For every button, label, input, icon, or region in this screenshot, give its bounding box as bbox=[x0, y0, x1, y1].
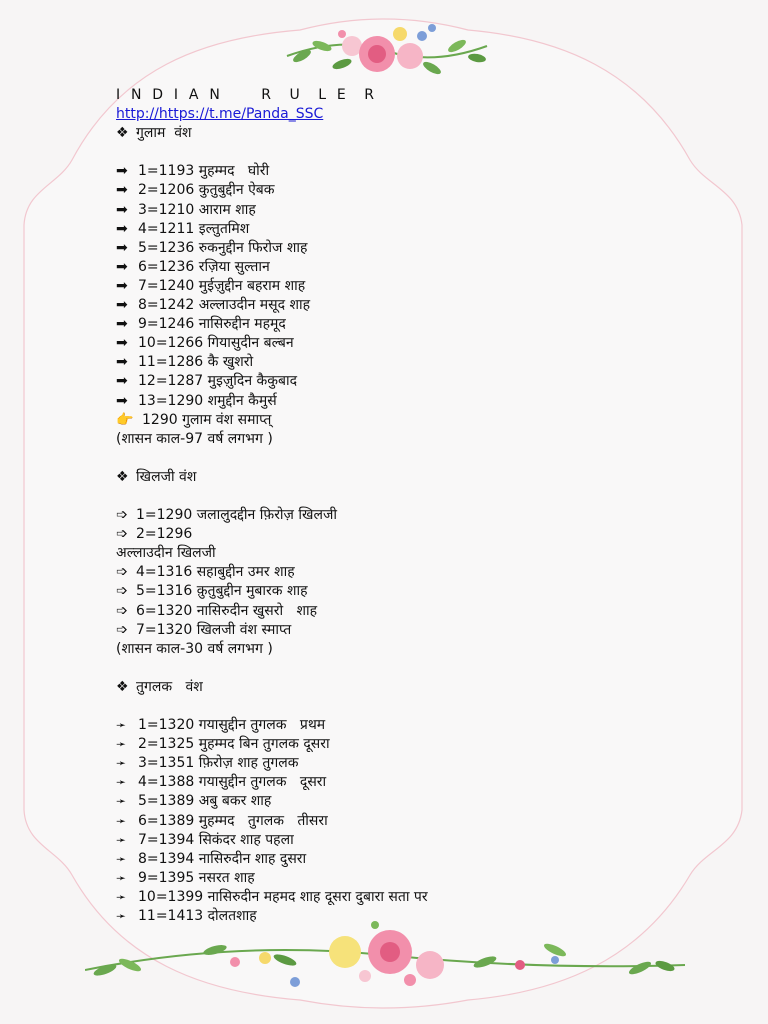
khilji-ruler-list-continued bbox=[116, 563, 716, 639]
thin-arrow-icon: ➛ bbox=[116, 718, 127, 733]
right-arrow-icon: ➡ bbox=[116, 163, 128, 180]
list-item bbox=[116, 525, 716, 544]
right-arrow-icon: ➡ bbox=[116, 392, 128, 409]
list-item bbox=[116, 162, 716, 181]
list-item bbox=[116, 850, 716, 869]
list-item-text: 10=1399 नासिरुदीन महमद शाह दूसरा दुबारा सता पर bbox=[138, 888, 428, 905]
list-item-text: 11=1286 कै खुशरो bbox=[138, 354, 254, 371]
list-item bbox=[116, 563, 716, 582]
list-item-text: 12=1287 मुइज़ुदिन कैकुबाद bbox=[138, 373, 298, 390]
diamond-bullet-icon: ❖ bbox=[116, 468, 129, 485]
outline-arrow-icon: ➩ bbox=[116, 564, 128, 581]
gulam-ruler-list bbox=[116, 162, 716, 410]
diamond-bullet-icon: ❖ bbox=[116, 678, 129, 695]
right-arrow-icon: ➡ bbox=[116, 354, 128, 371]
thin-arrow-icon: ➛ bbox=[116, 870, 127, 885]
tughlaq-ruler-list bbox=[116, 716, 716, 926]
thin-arrow-icon: ➛ bbox=[116, 813, 127, 828]
khilji-ruler-list bbox=[116, 506, 716, 544]
list-item-text: 7=1240 मुईज़ुद्दीन बहराम शाह bbox=[138, 277, 306, 294]
section-heading-khilji: ❖ खिलजी वंश bbox=[116, 468, 716, 487]
telegram-link[interactable]: http://https://t.me/Panda_SSC bbox=[116, 106, 324, 123]
outline-arrow-icon: ➩ bbox=[116, 583, 128, 600]
right-arrow-icon: ➡ bbox=[116, 201, 128, 218]
gulam-period: (शासन काल-97 वर्ष लगभग ) bbox=[116, 430, 273, 447]
list-item-text: 6=1236 रज़िया सुल्तान bbox=[138, 258, 270, 275]
pointing-hand-icon: 👉 bbox=[116, 411, 134, 428]
list-item-text: 11=1413 दोलतशाह bbox=[138, 908, 257, 925]
right-arrow-icon: ➡ bbox=[116, 373, 128, 390]
list-item bbox=[116, 773, 716, 792]
floral-ornament-top bbox=[282, 16, 492, 88]
list-item bbox=[116, 506, 716, 525]
list-item bbox=[116, 315, 716, 334]
list-item-text: 13=1290 शमुद्दीन कैमुर्स bbox=[138, 392, 277, 409]
list-item bbox=[116, 812, 716, 831]
right-arrow-icon: ➡ bbox=[116, 182, 128, 199]
outline-arrow-icon: ➩ bbox=[116, 602, 128, 619]
list-item bbox=[116, 831, 716, 850]
list-item bbox=[116, 334, 716, 353]
list-item-text: 6=1320 नासिरुदीन खुसरो शाह bbox=[136, 602, 318, 619]
thin-arrow-icon: ➛ bbox=[116, 756, 127, 771]
outline-arrow-icon: ➩ bbox=[116, 621, 128, 638]
list-item bbox=[116, 220, 716, 239]
list-item-text: 1=1193 मुहम्मद घोरी bbox=[138, 163, 270, 180]
list-item bbox=[116, 869, 716, 888]
list-item bbox=[116, 582, 716, 601]
list-item bbox=[116, 754, 716, 773]
document-body bbox=[116, 86, 716, 926]
right-arrow-icon: ➡ bbox=[116, 258, 128, 275]
diamond-bullet-icon: ❖ bbox=[116, 125, 129, 142]
list-item bbox=[116, 181, 716, 200]
list-item bbox=[116, 907, 716, 926]
thin-arrow-icon: ➛ bbox=[116, 909, 127, 924]
list-item bbox=[116, 792, 716, 811]
thin-arrow-icon: ➛ bbox=[116, 832, 127, 847]
section-heading-gulam: ❖ गुलाम वंश bbox=[116, 124, 716, 143]
list-item bbox=[116, 201, 716, 220]
list-item-text: 4=1388 गयासुद्दीन तुगलक दूसरा bbox=[138, 774, 327, 791]
gulam-end-note: 👉 1290 गुलाम वंश समाप्त् bbox=[116, 411, 716, 430]
list-item-text: 10=1266 गियासुदीन बल्बन bbox=[138, 335, 294, 352]
section-heading-tughlaq: ❖ तुगलक वंश bbox=[116, 678, 716, 697]
list-item-text: 5=1236 रुकनुद्दीन फिरोज शाह bbox=[138, 239, 308, 256]
list-item bbox=[116, 735, 716, 754]
list-item-text: 5=1389 अबु बकर शाह bbox=[138, 793, 272, 810]
list-item-text: 8=1242 अल्लाउदीन मसूद शाह bbox=[138, 297, 311, 314]
list-item-text: 2=1206 कुतुबुद्दीन ऐबक bbox=[138, 182, 275, 199]
list-item bbox=[116, 888, 716, 907]
list-item-text: 1=1320 गयासुद्दीन तुगलक प्रथम bbox=[138, 717, 326, 734]
list-item bbox=[116, 392, 716, 411]
thin-arrow-icon: ➛ bbox=[116, 737, 127, 752]
list-item-text: 4=1316 सहाबुद्दीन उमर शाह bbox=[136, 564, 295, 581]
list-item-text: 9=1395 नसरत शाह bbox=[138, 869, 255, 886]
list-item bbox=[116, 353, 716, 372]
right-arrow-icon: ➡ bbox=[116, 297, 128, 314]
outline-arrow-icon: ➩ bbox=[116, 526, 128, 543]
right-arrow-icon: ➡ bbox=[116, 239, 128, 256]
list-item bbox=[116, 277, 716, 296]
page-title: I N D I A N R U L E R bbox=[116, 87, 378, 103]
thin-arrow-icon: ➛ bbox=[116, 775, 127, 790]
list-item-text: 3=1351 फ़िरोज़ शाह तुगलक bbox=[138, 755, 299, 772]
list-item-text: 7=1320 खिलजी वंश स्माप्त bbox=[136, 621, 292, 638]
right-arrow-icon: ➡ bbox=[116, 335, 128, 352]
list-item-text: 5=1316 क़ुतुबुद्दीन मुबारक शाह bbox=[136, 583, 308, 600]
khilji-period: (शासन काल-30 वर्ष लगभग ) bbox=[116, 640, 273, 657]
list-item-text: 9=1246 नासिरुद्दीन महमूद bbox=[138, 316, 286, 333]
list-item-text: 3=1210 आराम शाह bbox=[138, 201, 256, 218]
list-item-text: 2=1296 bbox=[136, 526, 193, 543]
list-item-text: 2=1325 मुहम्मद बिन तुगलक दूसरा bbox=[138, 736, 330, 753]
outline-arrow-icon: ➩ bbox=[116, 507, 128, 524]
list-item-text: 4=1211 इल्तुतमिश bbox=[138, 220, 250, 237]
list-item bbox=[116, 296, 716, 315]
list-item bbox=[116, 621, 716, 640]
right-arrow-icon: ➡ bbox=[116, 220, 128, 237]
list-item bbox=[116, 258, 716, 277]
list-item-text: 6=1389 मुहम्मद तुगलक तीसरा bbox=[138, 812, 328, 829]
list-item-text: 7=1394 सिकंदर शाह पहला bbox=[138, 831, 294, 848]
thin-arrow-icon: ➛ bbox=[116, 889, 127, 904]
right-arrow-icon: ➡ bbox=[116, 316, 128, 333]
list-item bbox=[116, 716, 716, 735]
list-item-text: 8=1394 नासिरुदीन शाह दुसरा bbox=[138, 850, 307, 867]
list-item bbox=[116, 239, 716, 258]
thin-arrow-icon: ➛ bbox=[116, 794, 127, 809]
list-item bbox=[116, 372, 716, 391]
khilji-wrapped-line: अल्लाउदीन खिलजी bbox=[116, 545, 216, 562]
list-item bbox=[116, 602, 716, 621]
thin-arrow-icon: ➛ bbox=[116, 851, 127, 866]
list-item-text: 1=1290 जलालुदद्दीन फ़िरोज़ खिलजी bbox=[136, 507, 337, 524]
right-arrow-icon: ➡ bbox=[116, 277, 128, 294]
